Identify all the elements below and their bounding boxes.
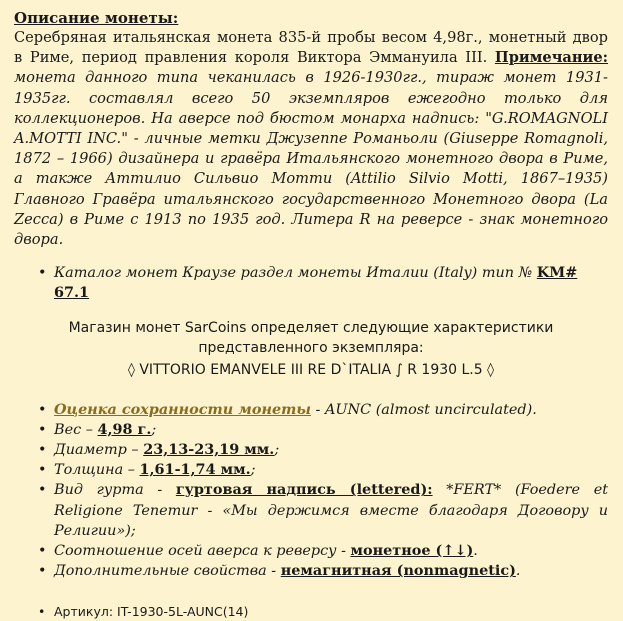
diameter-item	[14, 440, 608, 460]
weight-end: ;	[151, 421, 157, 438]
grade-value: - AUNC (almost uncirculated).	[310, 401, 537, 418]
properties-list	[14, 400, 608, 582]
description-paragraph	[14, 28, 608, 250]
extra-end: .	[515, 563, 521, 580]
axis-item	[14, 541, 608, 561]
thickness-end: ;	[250, 462, 256, 479]
catalog-item	[14, 263, 608, 303]
thickness-item	[14, 460, 608, 480]
edge-item	[14, 480, 608, 541]
coin-legend: ◊ VITTORIO EMANVELE III RE D`ITALIA ∫ R 1930 L.5 ◊	[127, 361, 495, 378]
edge-label: Вид гурта -	[54, 482, 176, 499]
grade-item	[14, 400, 608, 420]
note-label: Примечание:	[494, 49, 609, 67]
coin-description-page	[14, 0, 608, 621]
shop-block	[14, 318, 608, 380]
description-main-text: Серебряная итальянская монета 835-й пробы весом 4,98г., монетный двор в Риме, период правления короля Виктора Эммануила III.	[14, 29, 608, 67]
diameter-value: 23,13-23,19 мм.	[143, 441, 275, 459]
catalog-list	[14, 263, 608, 303]
article-item	[14, 603, 608, 621]
extra-value: немагнитная (nonmagnetic)	[280, 562, 516, 580]
grade-link[interactable]: Оценка сохранности монеты	[54, 400, 311, 418]
article-text: Артикул: IT-1930-5L-AUNC(14)	[54, 604, 249, 620]
axis-end: .	[473, 543, 478, 560]
extra-item	[14, 561, 608, 581]
axis-value: монетное (↑↓)	[350, 542, 474, 560]
thickness-label: Толщина –	[54, 462, 140, 479]
weight-value: 4,98 г.	[97, 420, 152, 438]
shop-line-2: представленного экземпляра:	[198, 339, 424, 356]
note-text: монета данного типа чеканилась в 1926-1930гг., тираж монет 1931-1935гг. составлял всего 50 экземпляров ежегодно только для коллекционеров. На аверсе под бюстом монарха надпись: "G.ROMAGNOLI A.MOTTI INC." - личные метки Джузеппе Романьоли (Giuseppe Romagnoli, 1872 – 1966) дизайнера и гравёра Итальянского монетного двора в Риме, а также Аттилио Сильвио Мотти (Attilio Silvio Motti, 1867–1935) Главного Гравёра итальянского государственного Монетного двора (La Zecca) в Риме с 1913 по 1935 год. Литера R на реверсе - знак монетного двора.	[14, 69, 608, 249]
catalog-number: KM# 67.1	[54, 264, 578, 302]
axis-label: Соотношение осей аверса к реверсу -	[54, 543, 351, 560]
thickness-value: 1,61-1,74 мм.	[139, 461, 251, 479]
extra-label: Дополнительные свойства -	[54, 563, 281, 580]
diameter-label: Диаметр –	[54, 442, 144, 459]
weight-item	[14, 420, 608, 440]
edge-text: *FERT* (Foedere et Religione Tenemur - «Мы держимся вместе благодаря Договору и Религии»);	[54, 482, 609, 539]
article-list	[14, 603, 608, 621]
weight-label: Вес –	[54, 421, 98, 438]
edge-value: гуртовая надпись (lettered):	[175, 481, 433, 499]
diameter-end: ;	[274, 442, 280, 459]
description-heading: Описание монеты:	[14, 9, 179, 27]
shop-line-1: Магазин монет SarCoins определяет следующие характеристики	[68, 319, 554, 336]
catalog-text: Каталог монет Краузе раздел монеты Италии (Italy) тип №	[54, 265, 533, 282]
